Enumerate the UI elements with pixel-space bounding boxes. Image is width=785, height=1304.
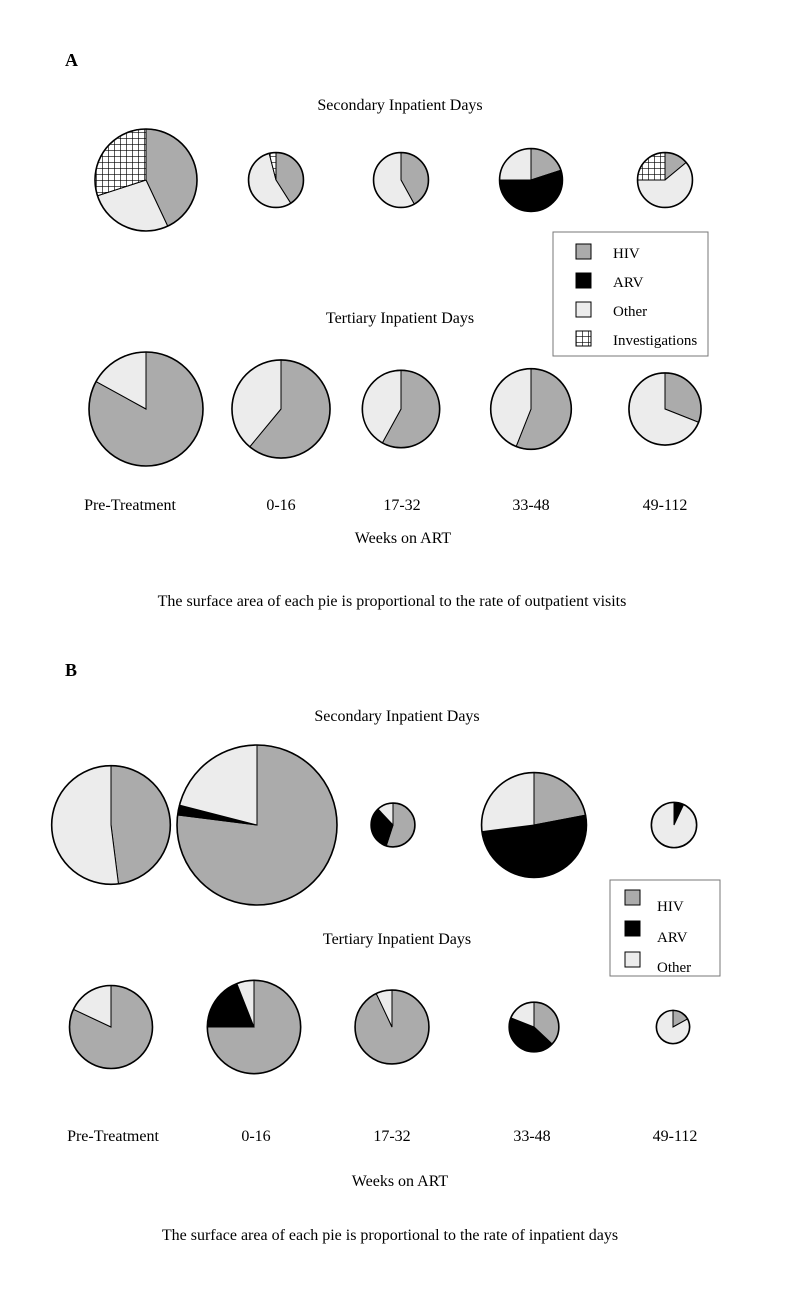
category-label: 33-48 — [513, 1128, 551, 1145]
panel-b-letter: B — [65, 660, 78, 680]
pie-17-32 — [374, 153, 429, 208]
pie-49-112 — [656, 1010, 689, 1043]
pie-0-16 — [249, 153, 304, 208]
category-label: 49-112 — [652, 1128, 698, 1145]
pie-33-48 — [491, 369, 572, 450]
pie-17-32 — [355, 990, 429, 1064]
panel-b-legend — [610, 880, 720, 976]
legend-label: Other — [613, 304, 648, 320]
pie-17-32 — [371, 803, 415, 847]
pie-33-48 — [509, 1002, 559, 1052]
pie-0-16 — [177, 745, 337, 905]
category-label: Pre-Treatment — [84, 497, 176, 514]
panel-a-tertiary-title: Tertiary Inpatient Days — [325, 310, 475, 327]
panel-a-tertiary-pies — [89, 352, 701, 466]
legend-label: ARV — [657, 930, 688, 946]
panel-b-secondary-pies — [52, 745, 697, 905]
pie-slice-other — [52, 766, 119, 885]
pie-0-16 — [207, 980, 300, 1073]
legend-swatch-other — [625, 952, 640, 967]
category-label: Pre-Treatment — [67, 1128, 159, 1145]
category-label: 33-48 — [512, 497, 550, 514]
panel-b-tertiary-pies — [70, 980, 690, 1073]
panel-b-category-labels — [67, 1128, 697, 1145]
panel-a-secondary-title: Secondary Inpatient Days — [317, 97, 483, 114]
legend-swatch-other — [576, 302, 591, 317]
panel-a-x-axis-label: Weeks on ART — [354, 530, 452, 547]
pie-17-32 — [362, 370, 439, 447]
panel-a-legend — [553, 232, 708, 356]
pie-49-112 — [651, 802, 696, 847]
legend-label: ARV — [613, 275, 644, 291]
pie-slice-hiv — [111, 766, 170, 884]
panel-a-letter: A — [65, 50, 78, 70]
panel-b-x-axis-label: Weeks on ART — [351, 1173, 449, 1190]
panel-a-note: The surface area of each pie is proportional to the rate of outpatient visits — [157, 593, 627, 610]
pie-pre-treatment — [70, 986, 153, 1069]
pie-pre-treatment — [95, 129, 197, 231]
panel-b — [52, 660, 720, 1244]
pie-49-112 — [638, 153, 693, 208]
pie-slice-other — [482, 773, 534, 832]
pie-33-48 — [482, 773, 587, 878]
category-label: 17-32 — [383, 497, 421, 514]
panel-a — [65, 50, 708, 610]
panel-a-category-labels — [84, 497, 687, 514]
legend-swatch-hiv — [625, 890, 640, 905]
pie-pre-treatment — [52, 766, 171, 885]
legend-swatch-hiv — [576, 244, 591, 259]
pie-0-16 — [232, 360, 330, 458]
category-label: 49-112 — [642, 497, 688, 514]
legend-swatch-arv — [576, 273, 591, 288]
category-label: 0-16 — [241, 1128, 271, 1145]
pie-33-48 — [500, 149, 563, 212]
category-label: 0-16 — [266, 497, 296, 514]
legend-label: Other — [657, 960, 692, 976]
pie-49-112 — [629, 373, 701, 445]
legend-label: HIV — [657, 899, 684, 915]
panel-b-tertiary-title: Tertiary Inpatient Days — [322, 931, 472, 948]
panel-a-secondary-pies — [95, 129, 692, 231]
legend-swatch-arv — [625, 921, 640, 936]
legend-label: HIV — [613, 246, 640, 262]
pie-pre-treatment — [89, 352, 203, 466]
panel-b-secondary-title: Secondary Inpatient Days — [314, 708, 480, 725]
legend-label: Investigations — [613, 333, 698, 349]
category-label: 17-32 — [373, 1128, 411, 1145]
legend-swatch-investigations — [576, 331, 591, 346]
panel-b-note: The surface area of each pie is proportional to the rate of inpatient days — [161, 1227, 619, 1244]
